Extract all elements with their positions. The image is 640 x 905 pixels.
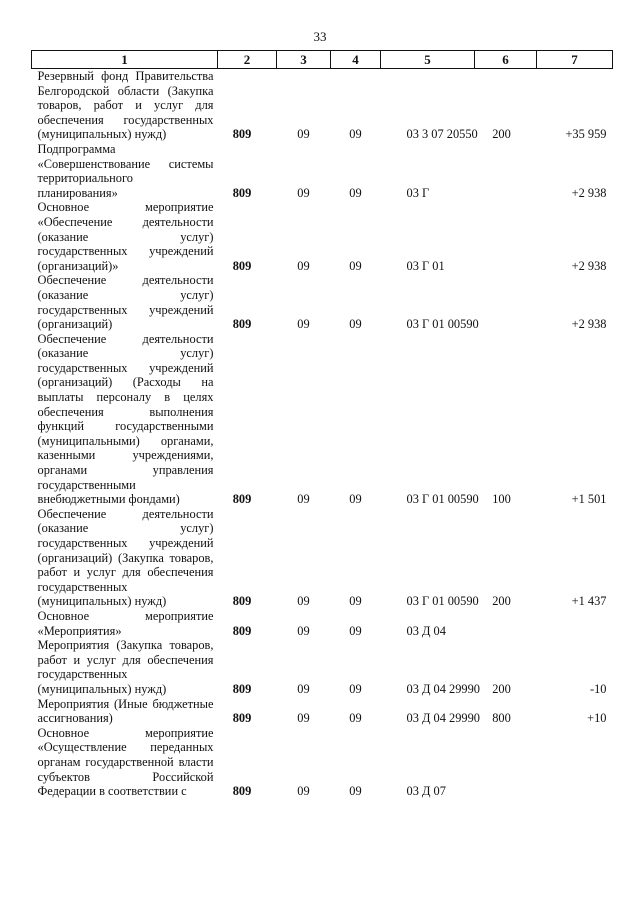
row-section: 09 xyxy=(297,784,310,799)
row-expense-type xyxy=(475,726,537,799)
row-subsection: 09 xyxy=(349,681,362,696)
row-code: 809 xyxy=(232,492,252,507)
table-row xyxy=(32,200,613,273)
row-name: Обеспечение деятельности (оказание услуг) государственных учреждений (организаций) (Закупка товаров, работ и услуг для обеспечения государственных (муниципальных) нужд) xyxy=(37,506,214,609)
row-section: 09 xyxy=(297,127,310,142)
table-row xyxy=(32,332,613,507)
row-subsection: 09 xyxy=(349,127,362,142)
page-number: 33 xyxy=(313,29,327,44)
row-code: 809 xyxy=(232,127,252,142)
row-subsection: 09 xyxy=(349,258,362,273)
table-row xyxy=(32,609,613,638)
row-name: Обеспечение деятельности (оказание услуг) государственных учреждений (организаций) (Расходы на выплаты персоналу в целях обеспечения выполнения функций государственными (муниципальными) органами, казенными учреждениями, органами управления государственными внебюджетными фондами) xyxy=(37,331,214,507)
row-subsection: 09 xyxy=(349,623,362,638)
row-name: Резервный фонд Правительства Белгородской области (Закупка товаров, работ и услуг для обеспечения государственных (муниципальных) нужд) xyxy=(37,69,214,142)
row-name: Обеспечение деятельности (оказание услуг) государственных учреждений (организаций) xyxy=(37,273,214,332)
row-subsection: 09 xyxy=(349,711,362,726)
row-section: 09 xyxy=(297,711,310,726)
row-subsection: 09 xyxy=(349,185,362,200)
row-section: 09 xyxy=(297,492,310,507)
row-code: 809 xyxy=(232,711,252,726)
table-row xyxy=(32,273,613,331)
row-expense-type xyxy=(475,200,537,273)
row-subsection: 09 xyxy=(349,317,362,332)
row-target-article: 03 Д 04 xyxy=(406,623,446,638)
row-expense-type: 100 xyxy=(492,492,511,507)
column-header-1: 1 xyxy=(32,51,218,69)
row-subsection: 09 xyxy=(349,492,362,507)
row-name: Мероприятия (Иные бюджетные ассигнования) xyxy=(37,696,214,726)
row-amount: +35 959 xyxy=(565,127,607,142)
row-target-article: 03 Г 01 00590 xyxy=(406,317,479,332)
row-amount: +2 938 xyxy=(571,258,607,273)
table-row xyxy=(32,69,613,142)
row-name: Основное мероприятие «Осуществление переданных органам государственной власти субъектов Российской Федерации в соответствии с xyxy=(37,725,214,799)
row-expense-type xyxy=(475,609,537,638)
row-subsection: 09 xyxy=(349,594,362,609)
row-amount: +2 938 xyxy=(571,185,607,200)
column-header-3: 3 xyxy=(277,51,331,69)
row-expense-type: 200 xyxy=(492,127,511,142)
table-header-row xyxy=(32,51,613,69)
row-target-article: 03 Г 01 00590 xyxy=(406,492,479,507)
row-subsection: 09 xyxy=(349,784,362,799)
row-section: 09 xyxy=(297,185,310,200)
row-expense-type: 800 xyxy=(492,711,511,726)
row-name: Основное мероприятие «Мероприятия» xyxy=(37,608,214,638)
row-code: 809 xyxy=(232,623,252,638)
row-section: 09 xyxy=(297,623,310,638)
row-section: 09 xyxy=(297,317,310,332)
table-row xyxy=(32,697,613,726)
row-expense-type: 200 xyxy=(492,681,511,696)
row-amount: -10 xyxy=(589,681,607,696)
row-target-article: 03 Д 04 29990 xyxy=(406,711,481,726)
row-amount: +2 938 xyxy=(571,317,607,332)
row-expense-type xyxy=(475,142,537,200)
row-amount: +1 501 xyxy=(571,492,607,507)
row-name: Мероприятия (Закупка товаров, работ и услуг для обеспечения государственных (муниципальных) нужд) xyxy=(37,638,214,696)
row-target-article: 03 Г xyxy=(406,185,430,200)
row-code: 809 xyxy=(232,681,252,696)
table-row xyxy=(32,726,613,799)
column-header-7: 7 xyxy=(537,51,613,69)
row-code: 809 xyxy=(232,317,252,332)
row-code: 809 xyxy=(232,258,252,273)
table-row xyxy=(32,507,613,609)
column-header-6: 6 xyxy=(475,51,537,69)
row-target-article: 03 Д 04 29990 xyxy=(406,681,481,696)
row-amount xyxy=(537,609,613,638)
row-target-article: 03 3 07 20550 xyxy=(406,127,478,142)
row-target-article: 03 Д 07 xyxy=(406,784,446,799)
row-code: 809 xyxy=(232,185,252,200)
row-target-article: 03 Г 01 00590 xyxy=(406,594,479,609)
row-amount xyxy=(537,726,613,799)
table-row xyxy=(32,142,613,200)
budget-table xyxy=(31,50,613,799)
row-expense-type xyxy=(475,273,537,331)
row-code: 809 xyxy=(232,594,252,609)
row-amount: +1 437 xyxy=(571,594,607,609)
column-header-4: 4 xyxy=(331,51,381,69)
column-header-5: 5 xyxy=(381,51,475,69)
row-section: 09 xyxy=(297,681,310,696)
table-row xyxy=(32,638,613,696)
row-expense-type: 200 xyxy=(492,594,511,609)
row-target-article: 03 Г 01 xyxy=(406,258,445,273)
row-name: Подпрограмма «Совершенствование системы территориального планирования» xyxy=(37,141,214,200)
column-header-2: 2 xyxy=(218,51,277,69)
row-section: 09 xyxy=(297,258,310,273)
row-section: 09 xyxy=(297,594,310,609)
row-code: 809 xyxy=(232,784,252,799)
row-name: Основное мероприятие «Обеспечение деятельности (оказание услуг) государственных учреждений (организаций)» xyxy=(37,200,214,273)
row-amount: +10 xyxy=(587,711,607,726)
